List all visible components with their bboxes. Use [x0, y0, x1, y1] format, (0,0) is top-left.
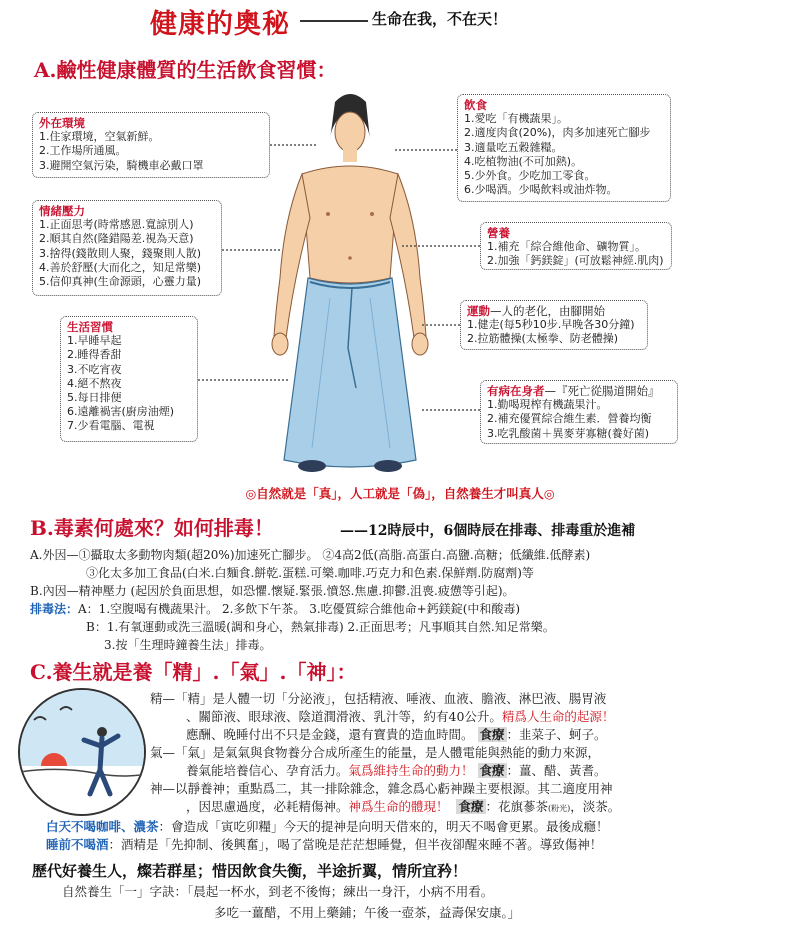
page-subtitle: 生命在我，不在天！ [372, 10, 508, 28]
box-title: 飲食 [464, 98, 487, 112]
external-cause-line-2: ③化太多加工食品(白米.白麵食.餅乾.蛋糕.可樂.咖啡.巧克力和色素.保鮮劑.防腐劑)等 [86, 566, 534, 580]
food-therapy-tag: 食療 [458, 799, 484, 814]
list-item: 4.善於舒壓(大而化之，知足常樂) [39, 260, 202, 274]
qi-highlight: 氣爲維持生命的動力！ [348, 763, 474, 778]
section-b-subtitle: ——12時辰中，6個時辰在排毒、排毒重於進補 [340, 523, 636, 539]
detox-line-a [30, 602, 520, 617]
section-b-heading: B.毒素何處來？如何排毒！ [30, 516, 274, 540]
qi-line-1: 氣—「氣」是氣氣與食物養分合成所產生的能量，是人體電能與熱能的動力來源， [150, 745, 601, 760]
wine-line [46, 836, 602, 854]
list-item: 7.少看電腦、電視 [67, 419, 155, 433]
detox-line-b3: 3.按「生理時鐘養生法」排毒。 [104, 638, 272, 652]
wine-label: 睡前不喝酒 [46, 837, 109, 852]
internal-cause-line: B.內因—精神壓力 (起因於負面思想，如恐懼.懷疑.緊張.憤怒.焦慮.抑鬱.沮喪.疲憊等引起)。 [30, 584, 515, 598]
poem-line-2: 多吃一薑醋，不用上藥鋪；午後一壺茶，益壽保安康。」 [214, 905, 521, 920]
taichi-illustration [18, 688, 146, 816]
section-c-heading: C.養生就是養「精」.「氣」.「神」： [30, 660, 357, 684]
page-title: 健康的奧秘 [150, 9, 290, 40]
shen-highlight: 神爲生命的體現！ [348, 799, 449, 814]
list-item: 1.勤喝現榨有機蔬果汁。 [487, 398, 608, 412]
list-item: 5.每日排便 [67, 391, 122, 405]
jing-line-1: 精—「精」是人體一切「分泌液」，包括精液、唾液、血液、膽液、淋巴液、腸胃液 [150, 691, 607, 706]
box-title: 生活習慣 [67, 320, 113, 334]
list-item: 3.不吃宵夜 [67, 362, 122, 376]
jing-line-2 [186, 708, 614, 726]
coffee-text: ：會造成「寅吃卯糧」今天的提神是向明天借來的，明天不喝會更累。最後成癮！ [158, 819, 609, 834]
list-item: 2.補充優質綜合維生素．營養均衡 [487, 412, 652, 426]
list-item: 3.避開空氣污染，騎機車必戴口罩 [39, 158, 204, 172]
list-item: 1.健走(每5秒10步.早晚各30分鐘) [467, 318, 635, 332]
list-item: 6.少喝酒。少喝飲料或油炸物。 [464, 183, 618, 197]
coffee-line [46, 818, 609, 836]
wine-text: ：酒精是「先抑制、後興奮」，喝了當晚是茫茫想睡覺，但半夜卻醒來睡不著。導致傷神！ [108, 837, 603, 852]
list-item: 2.拉筋體操(太極拳、防老體操) [467, 332, 619, 346]
shen-food-tail: ，淡茶。 [570, 799, 621, 814]
coffee-label: 白天不喝咖啡、濃茶 [46, 819, 159, 834]
shen-line-2 [186, 798, 620, 818]
detox-label: 排毒法： [30, 602, 79, 616]
list-item: 6.遠離禍害(廚房油煙) [67, 405, 175, 419]
list-item: 2.加強「鈣鎂錠」(可放鬆神經.肌肉) [487, 254, 664, 268]
list-item: 2.睡得香甜 [67, 348, 122, 362]
box-title: 外在環境 [39, 116, 85, 130]
box-title-text: 運動 [467, 304, 490, 318]
list-item: 3.捨得(錢散則人聚，錢聚則人散) [39, 246, 202, 260]
list-item: 5.信仰真神(生命源頭，心靈力量) [39, 275, 202, 289]
shen-line-1: 神—以靜養神；重點爲二，其一排除雜念，雜念爲心虧神躁主要根源。其二適度用神 [150, 781, 613, 796]
list-item: 5.少外食。少吃加工零食。 [464, 169, 596, 183]
list-item: 4.絕不熬夜 [67, 376, 122, 390]
section-a-heading: A.鹼性健康體質的生活飲食習慣： [34, 58, 337, 82]
list-item: 4.吃植物油(不可加熱)。 [464, 154, 583, 168]
jing-line-3-text: 應酬、晚睡付出不只是金錢，還有寶貴的造血時間。 [186, 727, 474, 742]
nature-slogan: ◎自然就是「真」，人工就是「偽」，自然養生才叫真人◎ [245, 486, 555, 501]
list-item: 2.工作場所通風。 [39, 144, 127, 158]
detox-line-b: B：1.有氧運動或洗三溫暖(調和身心，熱氣排毒) 2.正面思考；凡事順其自然.知足常樂。 [86, 620, 555, 634]
jing-highlight: 精爲人生命的起源！ [501, 709, 615, 724]
list-item: 1.補充「綜合維他命、礦物質」。 [487, 240, 646, 254]
list-item: 2.適度肉食(20%)，肉多加速死亡腳步 [464, 126, 651, 140]
qi-line-2 [186, 762, 607, 780]
box-title-text: 有病在身者 [487, 384, 545, 398]
box-title-suffix: —人的老化，由腳開始 [490, 304, 605, 318]
jing-line-3 [186, 726, 607, 744]
box-title: 情緒壓力 [39, 204, 85, 218]
qi-food-text: ：薑、醋、黃耆。 [506, 763, 607, 778]
qi-line-2-text: 養氣能培養信心、孕育活力。 [186, 763, 349, 778]
list-item: 1.正面思考(時常感恩.寬諒別人) [39, 218, 194, 232]
shen-food-small: (粉光) [548, 804, 571, 813]
shen-food-text: ：花旗蔘茶 [485, 799, 549, 814]
list-item: 1.住家環境，空氣新鮮。 [39, 130, 160, 144]
list-item: 1.早睡早起 [67, 334, 122, 348]
list-item: 3.適量吃五穀雜糧。 [464, 140, 563, 154]
list-item: 3.吃乳酸菌＋異麥芽寡糖(養好菌) [487, 426, 650, 440]
poem-line-1: 自然養生「一」字訣：「晨起一杯水，到老不後悔；練出一身汗，小病不用看。 [62, 884, 494, 899]
food-therapy-tag: 食療 [479, 763, 505, 778]
food-therapy-tag: 食療 [479, 727, 505, 742]
history-line: 歷代好養生人，燦若群星；惜因飲食失衡，半途折翼，情所宜矜！ [32, 862, 468, 880]
list-item: 1.愛吃「有機蔬果」。 [464, 112, 568, 126]
jing-food-text: ：韭菜子、蚵子。 [506, 727, 607, 742]
jing-line-2-text: 、關節液、眼球液、陰道潤滑液、乳汁等，約有40公升。 [186, 709, 502, 724]
shen-line-2-text: ，因思慮過度，必耗精傷神。 [186, 799, 349, 814]
list-item: 2.順其自然(隆錯陽差.視為天意) [39, 232, 194, 246]
box-title-suffix: —『死亡從腸道開始』 [544, 384, 660, 398]
external-cause-line: A.外因—①攝取太多動物肉類(超20%)加速死亡腳步。 ②4高2低(高脂.高蛋白.高鹽.高糖；低纖維.低酵素) [30, 548, 591, 562]
box-title: 營養 [487, 226, 510, 240]
detox-a-text: A：1.空腹喝有機蔬果汁。 2.多飲下午茶。 3.吃優質綜合維他命+鈣鎂錠(中和酸毒) [78, 602, 521, 616]
